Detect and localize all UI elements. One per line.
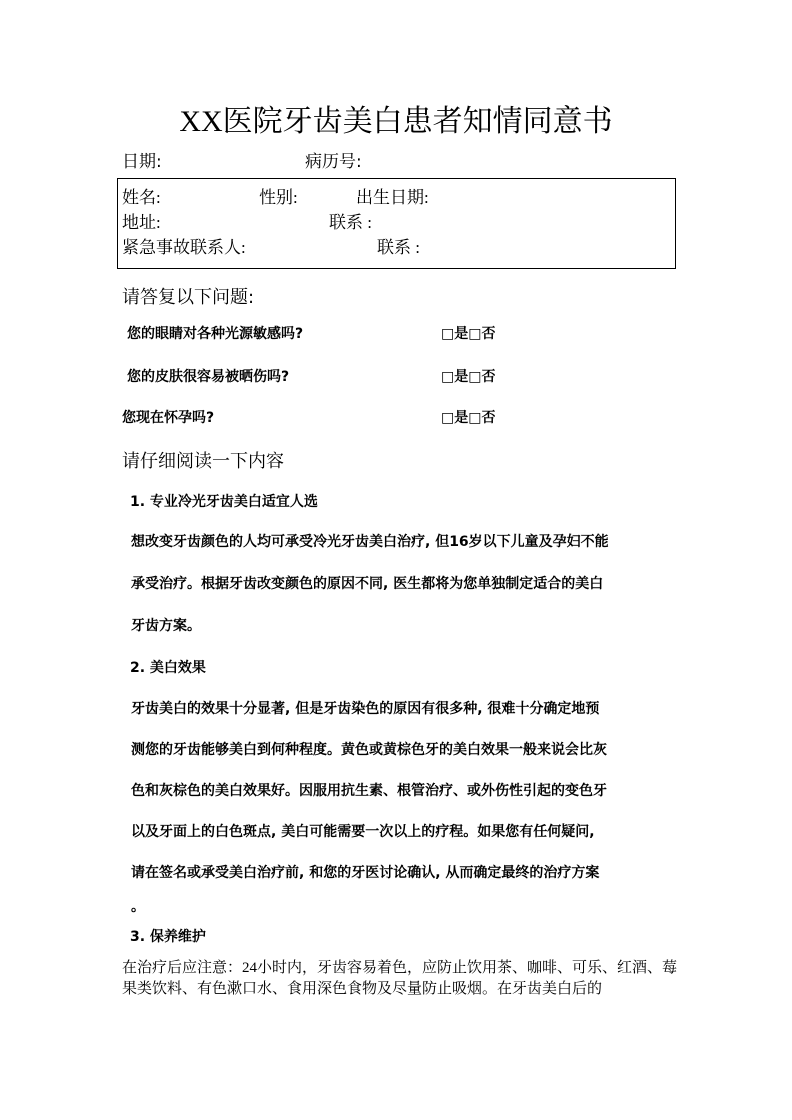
- section-2-heading: 2. 美白效果: [130, 660, 206, 676]
- document-title: XX医院牙齿美白患者知情同意书: [179, 105, 613, 138]
- question-pregnancy-options[interactable]: □是□否: [441, 410, 496, 426]
- section-2-line-5: 请在签名或承受美白治疗前, 和您的牙医讨论确认, 从而确定最终的治疗方案: [131, 865, 600, 881]
- date-label: 日期:: [122, 152, 162, 172]
- question-pregnancy: 您现在怀孕吗?: [122, 410, 215, 426]
- section-2-line-3: 色和灰棕色的美白效果好。因服用抗生素、根管治疗、或外伤性引起的变色牙: [131, 783, 607, 799]
- question-eyes-options[interactable]: □是□否: [441, 326, 496, 342]
- question-skin-options[interactable]: □是□否: [441, 369, 496, 385]
- section-3-heading: 3. 保养维护: [130, 929, 206, 945]
- gender-label: 性别:: [259, 188, 298, 207]
- name-label: 姓名:: [122, 188, 161, 207]
- medical-record-label: 病历号:: [305, 152, 362, 172]
- birth-date-label: 出生日期:: [356, 188, 429, 207]
- section-2-line-4: 以及牙面上的白色斑点, 美白可能需要一次以上的疗程。如果您有任何疑问,: [131, 824, 595, 840]
- questions-heading: 请答复以下问题:: [122, 287, 255, 308]
- section-2-line-6: 。: [131, 899, 145, 915]
- question-eyes: 您的眼睛对各种光源敏感吗?: [127, 326, 304, 342]
- emergency-contact-label: 紧急事故联系人:: [122, 238, 246, 257]
- emergency-phone-label: 联系 :: [377, 238, 420, 257]
- section-2-line-1: 牙齿美白的效果十分显著, 但是牙齿染色的原因有很多种, 很难十分确定地预: [131, 701, 600, 717]
- section-1-line-1: 想改变牙齿颜色的人均可承受冷光牙齿美白治疗, 但16岁以下儿童及孕妇不能: [131, 534, 609, 550]
- section-2-line-2: 测您的牙齿能够美白到何种程度。黄色或黄棕色牙的美白效果一般来说会比灰: [131, 742, 607, 758]
- closing-paragraph: 在治疗后应注意：24小时内，牙齿容易着色，应防止饮用茶、咖啡、可乐、红酒、莓果类饮料、有色漱口水、食用深色食物及尽量防止吸烟。在牙齿美白后的: [122, 960, 678, 997]
- address-label: 地址:: [122, 213, 161, 232]
- read-heading: 请仔细阅读一下内容: [122, 451, 284, 472]
- section-1-line-2: 承受治疗。根据牙齿改变颜色的原因不同, 医生都将为您单独制定适合的美白: [131, 576, 604, 592]
- section-1-line-3: 牙齿方案。: [131, 618, 201, 634]
- contact-label: 联系 :: [329, 213, 372, 232]
- question-skin: 您的皮肤很容易被晒伤吗?: [127, 369, 290, 385]
- section-1-heading: 1. 专业冷光牙齿美白适宜人选: [130, 494, 318, 510]
